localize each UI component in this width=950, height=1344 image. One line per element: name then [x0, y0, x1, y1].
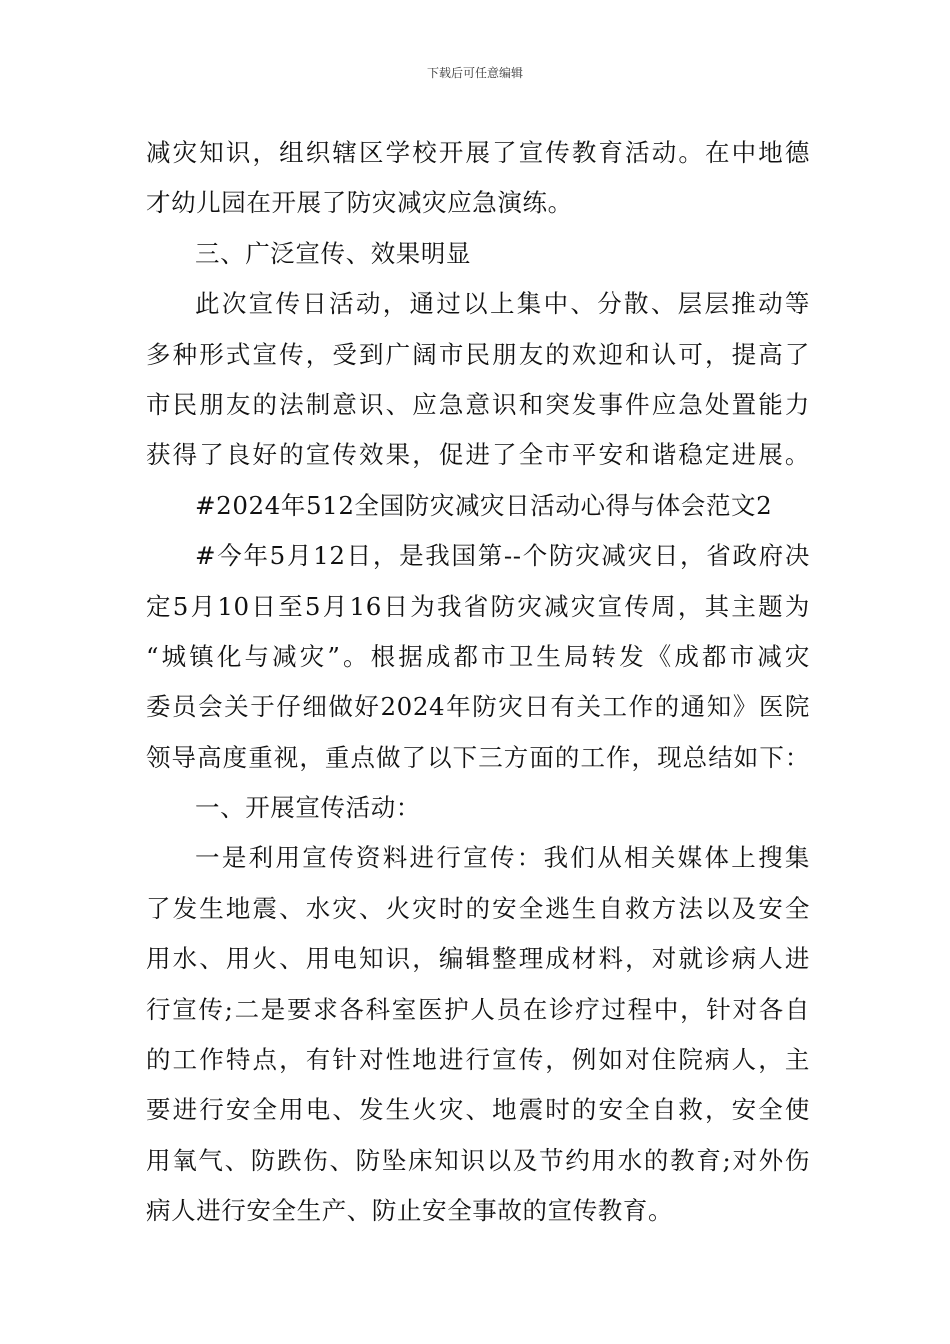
body-line: 此次宣传日活动，通过以上集中、分散、层层推动等 [195, 289, 810, 319]
body-line: 获得了良好的宣传效果，促进了全市平安和谐稳定进展。 [146, 440, 810, 470]
article-title: #2024年512全国防灾减灾日活动心得与体会范文2 [195, 490, 773, 520]
body-line: 病人进行安全生产、防止安全事故的宣传教育。 [146, 1196, 674, 1226]
body-line: 委员会关于仔细做好2024年防灾日有关工作的通知》医院 [146, 692, 810, 722]
body-line: 市民朋友的法制意识、应急意识和突发事件应急处置能力 [146, 389, 810, 419]
body-line: 了发生地震、水灾、火灾时的安全逃生自救方法以及安全 [146, 893, 810, 923]
body-line: “城镇化与减灾”。根据成都市卫生局转发《成都市减灾 [146, 641, 810, 671]
body-line: #今年5月12日，是我国第--个防灾减灾日，省政府决 [195, 541, 810, 571]
body-line: 行宣传;二是要求各科室医护人员在诊疗过程中，针对各自 [146, 994, 810, 1024]
body-line: 的工作特点，有针对性地进行宣传，例如对住院病人，主 [146, 1045, 810, 1075]
body-line: 定5月10日至5月16日为我省防灾减灾宣传周，其主题为 [146, 591, 810, 621]
section-heading: 三、广泛宣传、效果明显 [195, 238, 472, 268]
body-line: 用氧气、防跌伤、防坠床知识以及节约用水的教育;对外伤 [146, 1145, 810, 1175]
body-line: 多种形式宣传，受到广阔市民朋友的欢迎和认可，提高了 [146, 339, 810, 369]
document-body [146, 128, 810, 1237]
body-line: 才幼儿园在开展了防灾减灾应急演练。 [146, 188, 573, 218]
body-line: 一是利用宣传资料进行宣传：我们从相关媒体上搜集 [195, 843, 810, 873]
body-line: 减灾知识，组织辖区学校开展了宣传教育活动。在中地德 [146, 138, 810, 167]
page-header: 下载后可任意编辑 [426, 66, 523, 80]
section-heading: 一、开展宣传活动： [195, 793, 421, 823]
body-line: 要进行安全用电、发生火灾、地震时的安全自救，安全使 [146, 1095, 810, 1125]
body-line: 用水、用火、用电知识，编辑整理成材料，对就诊病人进 [146, 944, 810, 974]
body-line: 领导高度重视，重点做了以下三方面的工作，现总结如下： [146, 742, 810, 772]
